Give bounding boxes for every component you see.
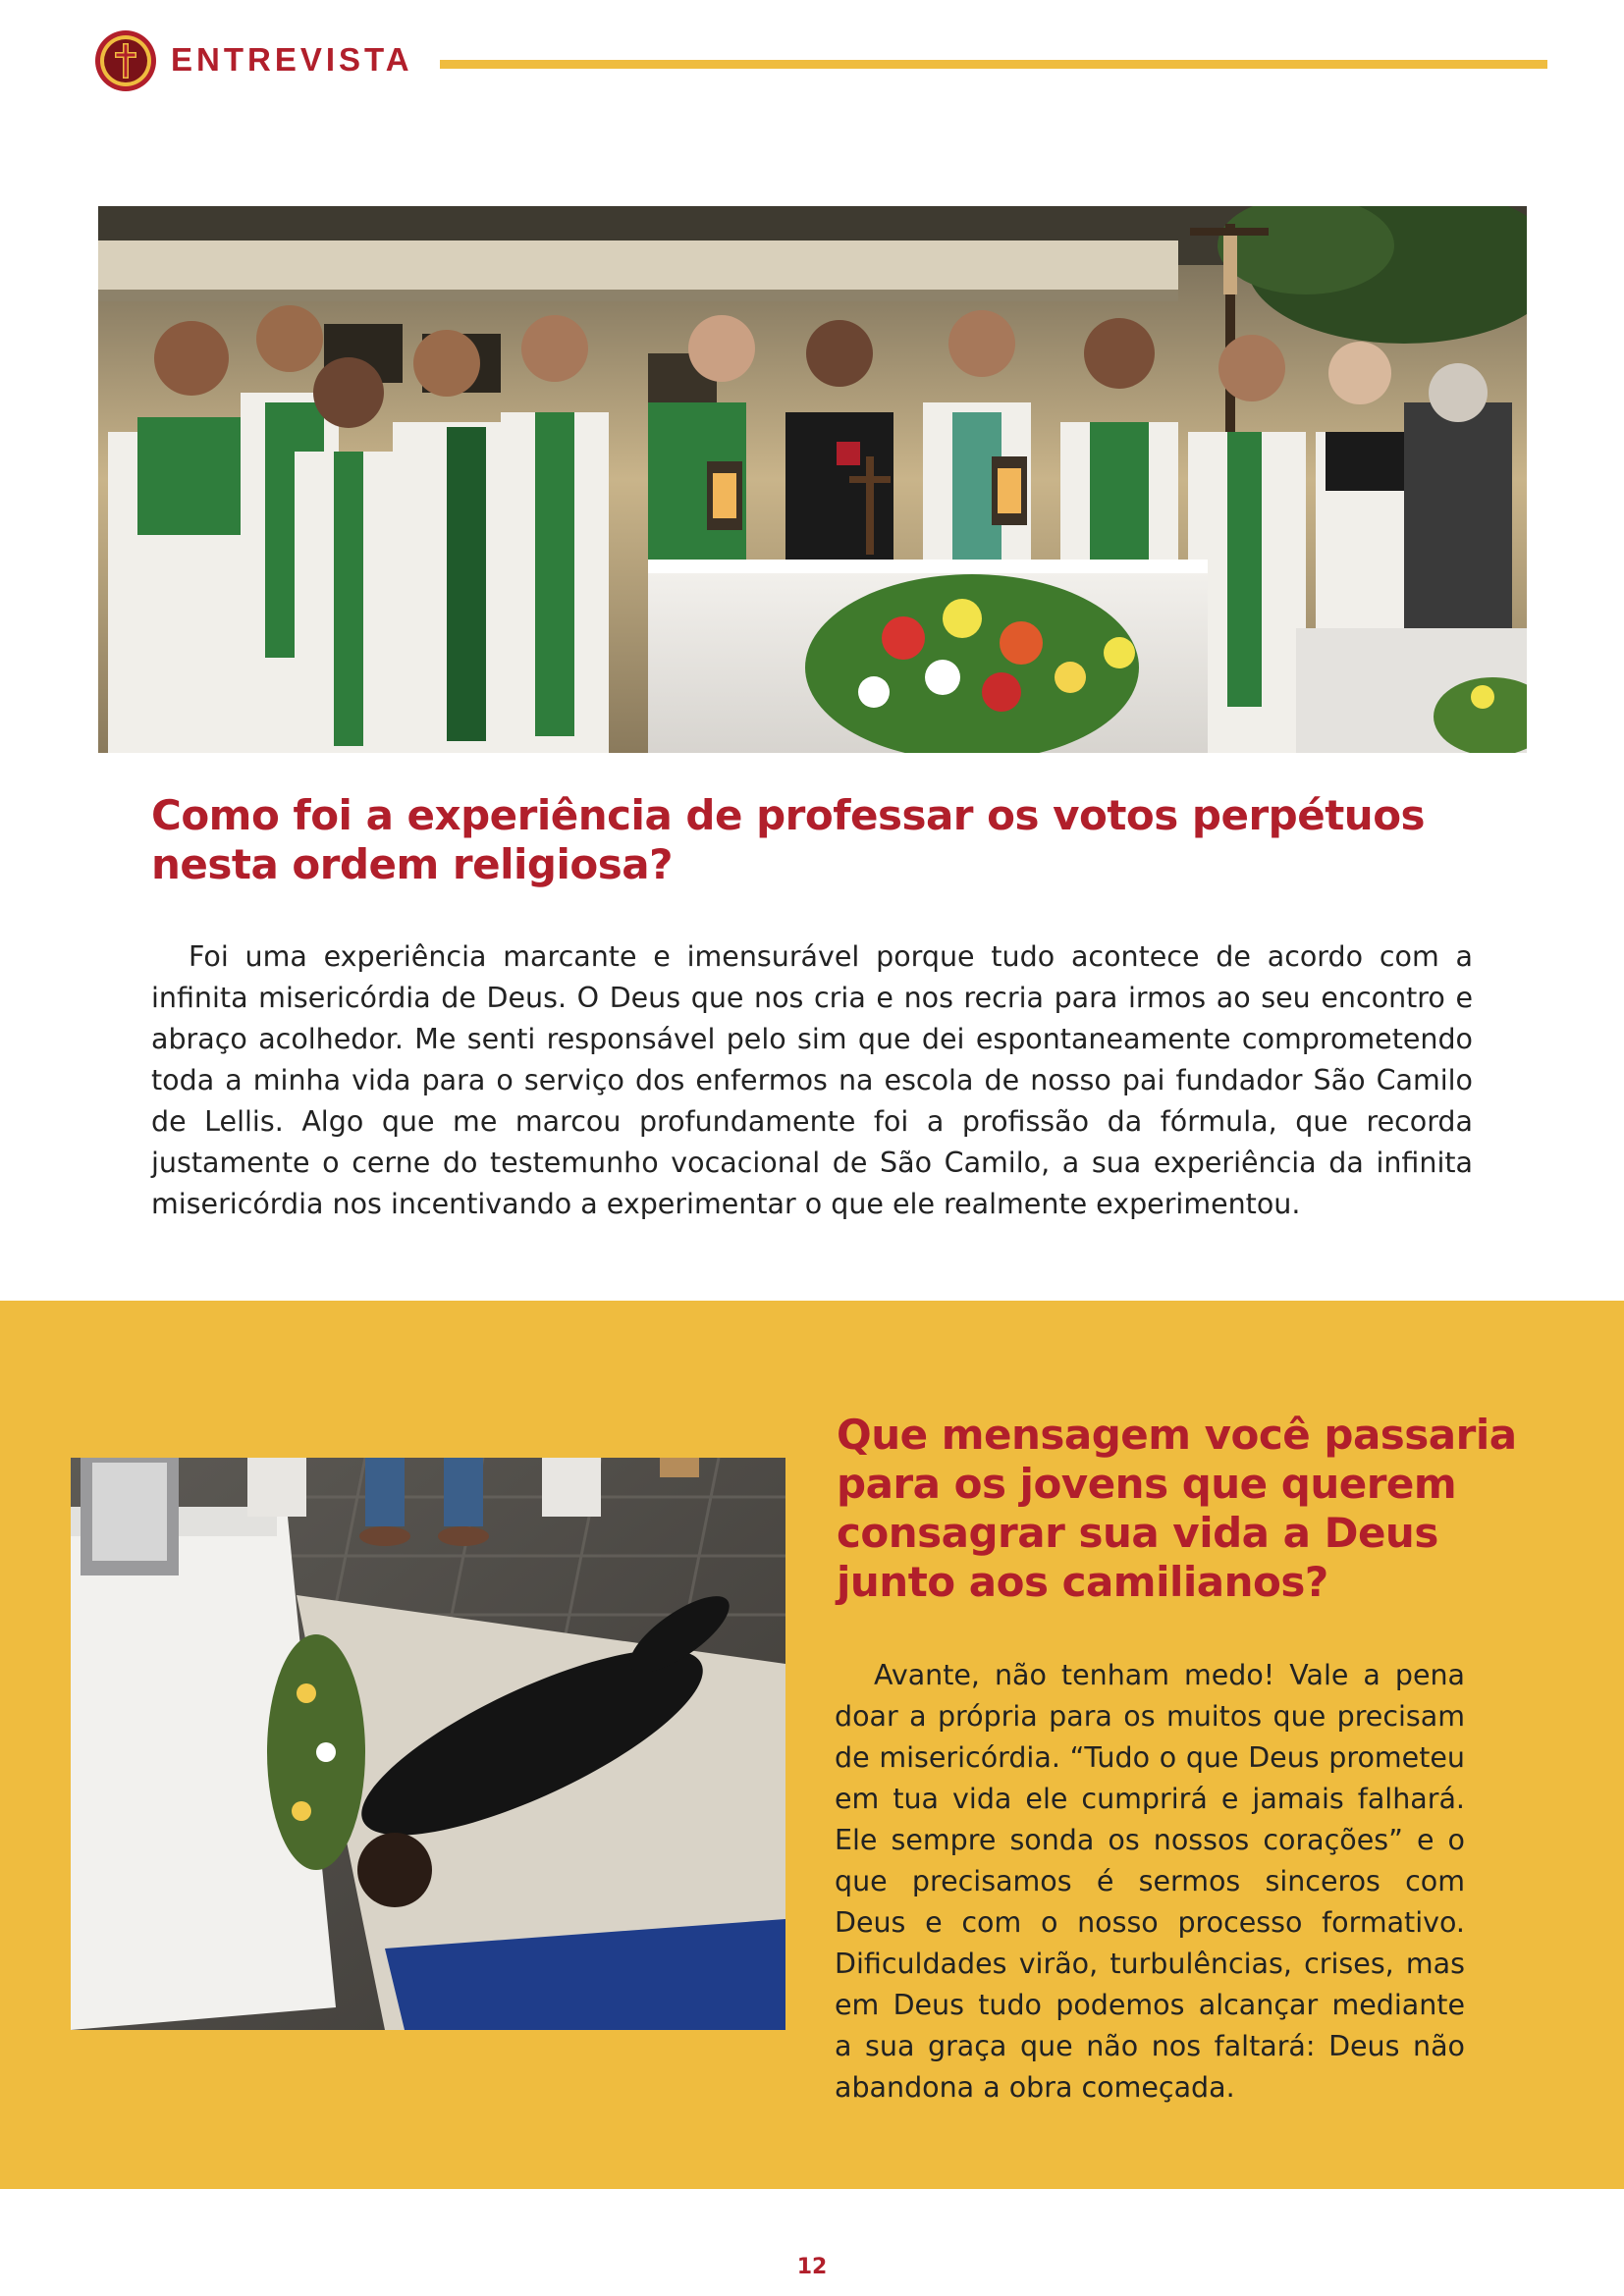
group-photo <box>98 206 1527 753</box>
prostration-photo <box>71 1458 785 2030</box>
answer-paragraph-1: Foi uma experiência marcante e imensurável porque tudo acontece de acordo com a infinita misericórdia de Deus. O Deus que nos cria e nos recria para irmos ao seu encontro e abraço acolhedor. Me senti responsável pelo sim que dei espontaneamente comprometendo toda a minha vida para o serviço dos enfermos na escola de nosso pai fundador São Camilo de Lellis. Algo que me marcou profundamente foi a profissão da fórmula, que recorda justamente o cerne do testemunho vocacional de São Camilo, a sua experiência da infinita misericórdia nos incentivando a experimentar o que ele realmente experimentou. <box>151 940 1473 1220</box>
question-heading-2: Que mensagem você passaria para os jovens que querem consagrar sua vida a Deus junto aos camilianos? <box>837 1411 1517 1606</box>
answer-paragraph-2: Avante, não tenham medo! Vale a pena doar a própria para os muitos que precisam de misericórdia. “Tudo o que Deus prometeu em tua vida ele cumprirá e jamais falhará. Ele sempre sonda os nossos corações” e o que precisamos é sermos sinceros com Deus e com o nosso processo formativo. Dificuldades virão, turbulências, crises, mas em Deus tudo podemos alcançar mediante a sua graça que não nos faltará: Deus não abandona a obra começada. <box>835 1659 1465 2104</box>
page-number: 12 <box>796 2255 828 2279</box>
header-divider <box>440 60 1547 69</box>
cross-seal-icon <box>94 29 157 92</box>
prostration-photo-illustration <box>71 1458 785 2030</box>
section-label: ENTREVISTA <box>171 41 413 78</box>
page-header <box>94 29 1547 102</box>
question-heading-1: Como foi a experiência de professar os votos perpétuos nesta ordem religiosa? <box>151 791 1426 888</box>
group-photo-illustration <box>98 206 1527 753</box>
